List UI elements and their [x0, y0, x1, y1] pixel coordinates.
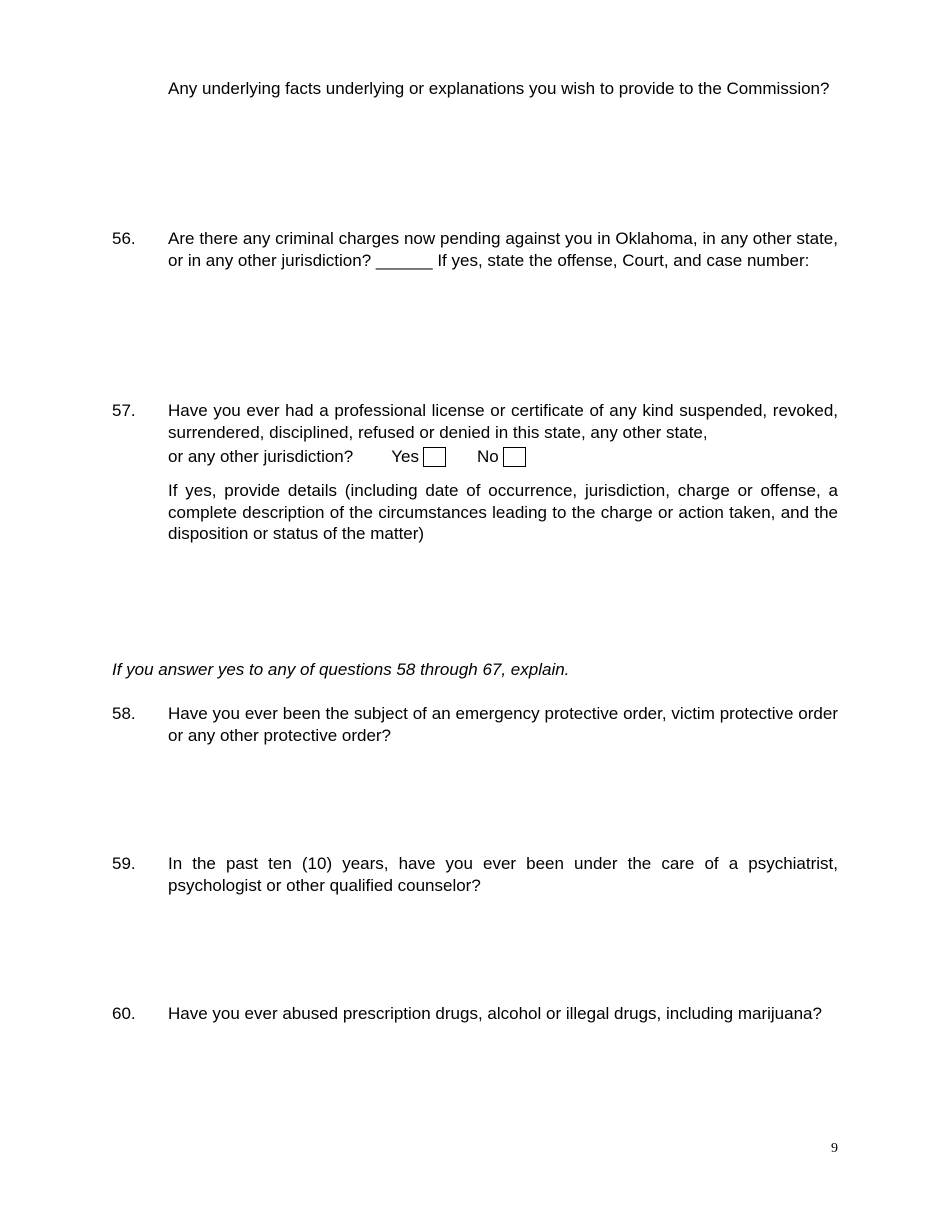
- question-56-text: Are there any criminal charges now pending against you in Oklahoma, in any other state, or in any other jurisdiction? ______ If yes, state the offense, Court, and case number:: [168, 229, 838, 270]
- question-59-text: In the past ten (10) years, have you ever been under the care of a psychiatrist, psychologist or other qualified counselor?: [168, 854, 838, 895]
- question-57-answer-line: [168, 446, 838, 468]
- question-57-followup: If yes, provide details (including date of occurrence, jurisdiction, charge or offense, a complete description of the circumstances leading to the charge or action taken, and the disposition or status of the matter): [168, 481, 838, 543]
- question-57-number: 57.: [112, 401, 136, 420]
- question-56-number: 56.: [112, 229, 136, 248]
- question-58-text: Have you ever been the subject of an emergency protective order, victim protective order or any other protective order?: [168, 704, 838, 745]
- intro-question: Any underlying facts underlying or explanations you wish to provide to the Commission?: [168, 79, 830, 98]
- question-60-number: 60.: [112, 1004, 136, 1023]
- question-59-number: 59.: [112, 854, 136, 873]
- no-label: No: [476, 447, 499, 466]
- question-60-text: Have you ever abused prescription drugs, alcohol or illegal drugs, including marijuana?: [168, 1004, 822, 1023]
- yes-checkbox[interactable]: [423, 447, 446, 467]
- instruction-text: If you answer yes to any of questions 58 through 67, explain.: [112, 660, 570, 679]
- page-number: 9: [831, 1141, 838, 1156]
- no-checkbox[interactable]: [503, 447, 526, 467]
- yes-label: Yes: [391, 447, 419, 466]
- question-57-last-line: or any other jurisdiction?: [168, 447, 354, 466]
- question-57-text: Have you ever had a professional license or certificate of any kind suspended, revoked, surrendered, disciplined, refused or denied in this state, any other state,: [168, 401, 838, 442]
- question-58-number: 58.: [112, 704, 136, 723]
